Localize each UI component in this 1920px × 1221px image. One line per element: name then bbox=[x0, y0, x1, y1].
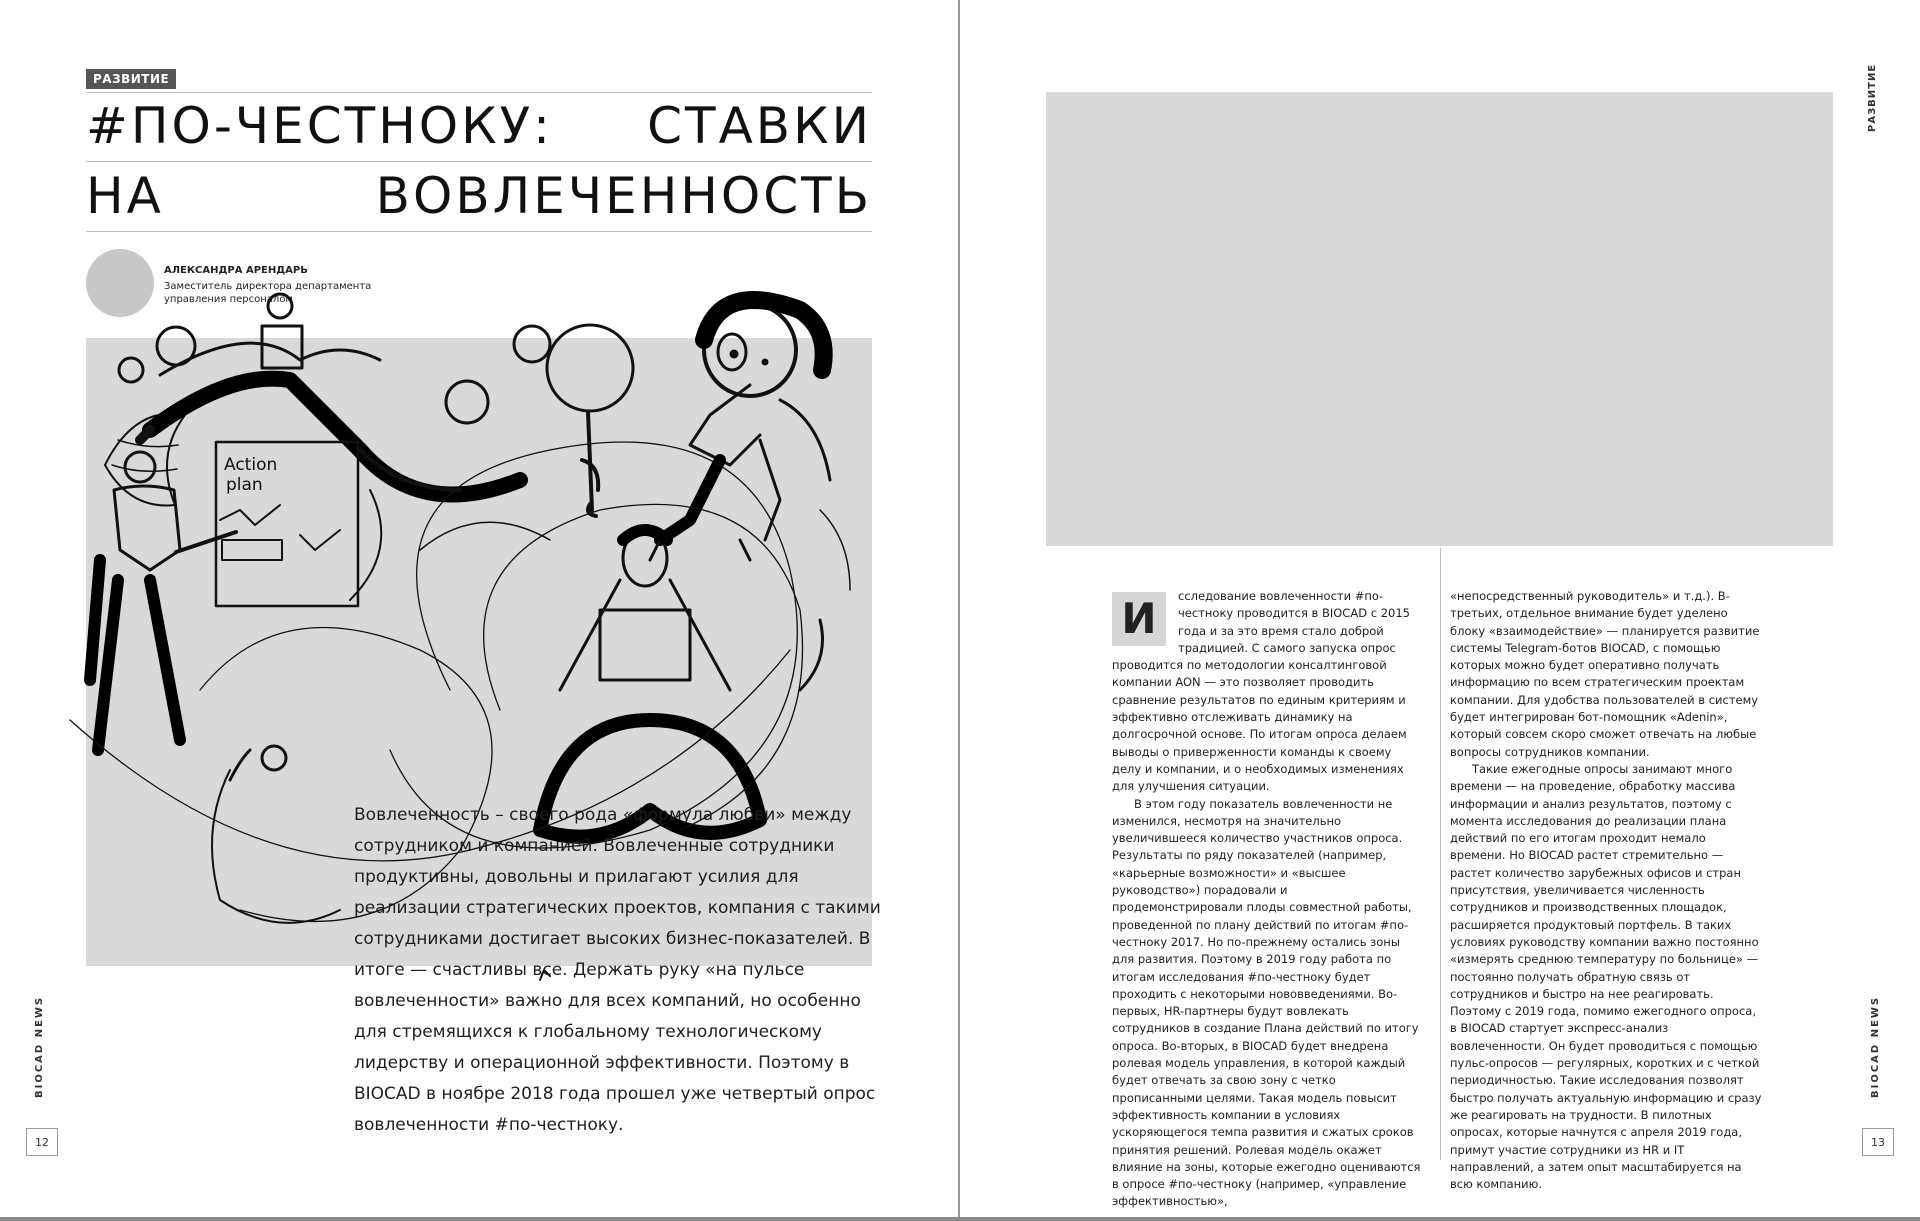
dropcap: И bbox=[1112, 592, 1166, 646]
headline-word: СТАВКИ bbox=[647, 97, 872, 155]
article-paragraph: «непосредственный руководитель» и т.д.). В-третьих, отдельное внимание будет уделено блоку «взаимодействие» — планируется развитие системы Telegram-ботов BIOCAD, с помощью которых можно будет оперативно получать информацию по всем стратегическим проектам компании. Для удобства пользователей в систему будет интегрирован бот-помощник «Adenin», который совсем скоро сможет отвечать на любые вопросы сотрудников компании. bbox=[1450, 589, 1760, 759]
section-tag-vertical: РАЗВИТИЕ bbox=[1867, 63, 1878, 132]
article-paragraph: сследование вовлеченности #по-честноку проводится в BIOCAD с 2015 года и за это время стало доброй традицией. С самого запуска опрос проводится по методологии консалтинговой компании AON — это позволяет проводить сравнение результатов по единым критериям и эффективно отслеживать динамику на долгосрочной основе. По итогам опроса делаем выводы о приверженности команды к своему делу и компании, и о необходимых изменениях для улучшения ситуации. bbox=[1112, 589, 1410, 794]
page-bottom-edge bbox=[0, 1217, 1920, 1221]
footer-brand-left: BIOCAD NEWS bbox=[34, 995, 45, 1098]
sketch-label-action: Action bbox=[224, 455, 278, 475]
article-paragraph: В этом году показатель вовлеченности не изменился, несмотря на значительно увеличившееся количество участников опроса. Результаты по ряду показателей (например, «карьерные возможности» и «высшее руководство») порадовали и продемонстрировали плоды совместной работы, проведенной по плану действий по итогам #по-честноку 2017. Но по-прежнему остались зоны для развития. Поэтому в 2019 году работа по итогам исследования #по-честноку будет проходить с некоторыми нововведениями. Во-первых, HR-партнеры будут вовлекать сотрудников в создание Плана действий по итогу опроса. Во-вторых, в BIOCAD будет внедрена ролевая модель управления, в которой каждый будет отвечать за свою зону с четко прописанными целями. Такая модель повысит эффективность компании в условиях ускоряющегося темпа развития и сжатых сроков принятия решений. Ролевая модель окажет влияние на зоны, которые ежегодно оцениваются в опросе #по-честноку (например, «управление эффективностью», bbox=[1112, 796, 1421, 1209]
photo-placeholder bbox=[1046, 92, 1833, 546]
page-number-left: 12 bbox=[26, 1128, 58, 1156]
footer-brand-right: BIOCAD NEWS bbox=[1870, 995, 1881, 1098]
headline-word: ВОВЛЕЧЕННОСТЬ bbox=[375, 167, 872, 225]
article-column-2 bbox=[1450, 588, 1762, 1193]
author-role-line: управления персоналом bbox=[164, 294, 293, 305]
headline-middle-rule bbox=[86, 161, 872, 162]
headline-bottom-rule bbox=[86, 231, 872, 232]
article-column-1 bbox=[1112, 588, 1422, 1211]
page-number-right: 13 bbox=[1862, 1128, 1894, 1156]
headline-top-rule bbox=[86, 92, 872, 93]
headline-word: #ПО-ЧЕСТНОКУ: bbox=[86, 97, 553, 155]
article-paragraph: Такие ежегодные опросы занимают много времени — на проведение, обработку массива информации и анализ результатов, поэтому с момента исследования до реализации плана действий по его итогам проходит немало времени. Но BIOCAD растет стремительно — растет количество зарубежных офисов и стран присутствия, увеличивается численность сотрудников и производственных площадок, расширяется продуктовый портфель. В таких условиях руководству компании важно постоянно «измерять среднюю температуру по больнице» — постоянно получать обратную связь от сотрудников и быстро на нее реагировать. Поэтому с 2019 года, помимо ежегодного опроса, в BIOCAD стартует экспресс-анализ вовлеченности. Он будет проводиться с помощью пульс-опросов — регулярных, коротких и с четкой периодичностью. Такие исследования позволят быстро получать актуальную информацию и сразу же реагировать на трудности. В пилотных опросах, которые начнутся с апреля 2019 года, примут участие сотрудники из HR и IT направлений, а затем опыт масштабируется на всю компанию. bbox=[1450, 761, 1762, 1192]
headline-line-2 bbox=[86, 168, 872, 224]
headline-word: НА bbox=[86, 167, 164, 225]
column-divider bbox=[1440, 548, 1441, 1160]
section-tag: РАЗВИТИЕ bbox=[86, 69, 176, 89]
headline-line-1 bbox=[86, 98, 872, 154]
spread-divider bbox=[958, 0, 960, 1221]
author-role-line: Заместитель директора департамента bbox=[164, 281, 372, 292]
lead-paragraph: Вовлеченность – своего рода «формула любви» между сотрудником и компанией. Вовлеченные сотрудники продуктивны, довольны и прилагают усилия для реализации стратегических проектов, компания с такими сотрудниками достигает высоких бизнес-показателей. В итоге — счастливы все. Держать руку «на пульсе вовлеченности» важно для всех компаний, но особенно для стремящихся к глобальному технологическому лидерству и операционной эффективности. Поэтому в BIOCAD в ноябре 2018 года прошел уже четвертый опрос вовлеченности #по-честноку. bbox=[354, 805, 881, 1135]
author-name: АЛЕКСАНДРА АРЕНДАРЬ bbox=[164, 265, 308, 276]
sketch-label-plan: plan bbox=[226, 475, 263, 495]
